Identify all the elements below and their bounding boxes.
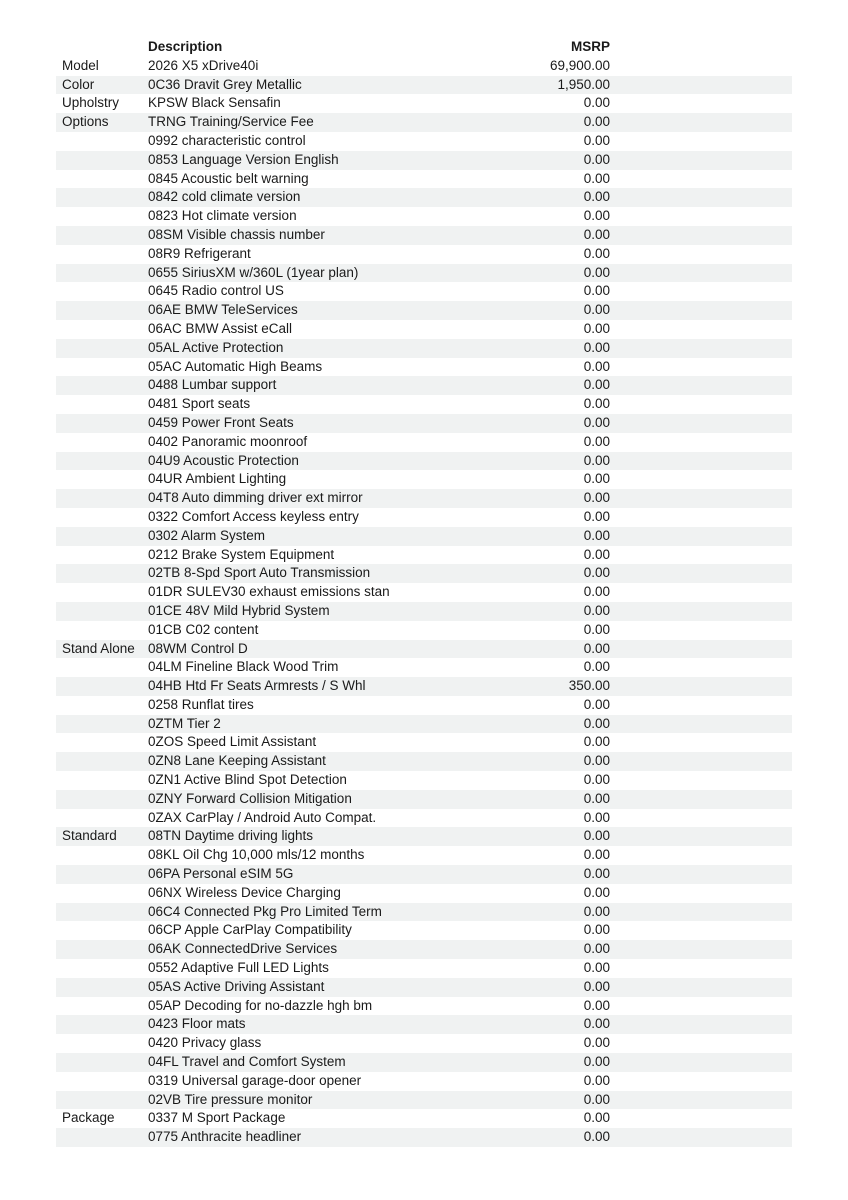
row-msrp: 350.00 <box>568 678 610 694</box>
table-row <box>56 57 792 76</box>
table-row <box>56 978 792 997</box>
row-description: 0ZTM Tier 2 <box>148 715 221 731</box>
row-description: 06CP Apple CarPlay Compatibility <box>148 922 352 938</box>
table-row <box>56 282 792 301</box>
row-category: Options <box>62 114 109 130</box>
row-category: Model <box>62 57 99 73</box>
row-msrp: 0.00 <box>583 320 610 336</box>
row-description: 0488 Lumbar support <box>148 377 277 393</box>
msrp-column-header: MSRP <box>570 39 610 54</box>
row-msrp: 0.00 <box>583 114 610 130</box>
row-description: KPSW Black Sensafin <box>148 95 281 111</box>
table-row <box>56 489 792 508</box>
table-row <box>56 470 792 489</box>
table-row <box>56 621 792 640</box>
row-description: 0481 Sport seats <box>148 396 251 412</box>
row-msrp: 0.00 <box>583 828 610 844</box>
table-row <box>56 76 792 95</box>
table-row <box>56 358 792 377</box>
table-row <box>56 846 792 865</box>
row-description: 04T8 Auto dimming driver ext mirror <box>148 490 363 506</box>
row-description: 0655 SiriusXM w/360L (1year plan) <box>148 264 359 280</box>
row-description: 0992 characteristic control <box>148 132 306 148</box>
row-description: 06C4 Connected Pkg Pro Limited Term <box>148 903 382 919</box>
table-row <box>56 245 792 264</box>
table-row <box>56 884 792 903</box>
row-description: 0ZN8 Lane Keeping Assistant <box>148 753 326 769</box>
row-msrp: 0.00 <box>583 546 610 562</box>
table-row <box>56 940 792 959</box>
row-msrp: 0.00 <box>583 471 610 487</box>
table-row <box>56 1091 792 1110</box>
table-header-row <box>56 38 792 57</box>
row-description: 08KL Oil Chg 10,000 mls/12 months <box>148 847 365 863</box>
row-msrp: 0.00 <box>583 414 610 430</box>
row-description: 04UR Ambient Lighting <box>148 471 287 487</box>
row-description: 04U9 Acoustic Protection <box>148 452 299 468</box>
row-description: 0ZN1 Active Blind Spot Detection <box>148 772 347 788</box>
row-msrp: 0.00 <box>583 377 610 393</box>
row-description: 0420 Privacy glass <box>148 1035 262 1051</box>
row-description: 0212 Brake System Equipment <box>148 546 335 562</box>
row-msrp: 0.00 <box>583 922 610 938</box>
row-description: 0302 Alarm System <box>148 527 266 543</box>
row-msrp: 0.00 <box>583 584 610 600</box>
row-msrp: 0.00 <box>583 1054 610 1070</box>
row-msrp: 0.00 <box>583 997 610 1013</box>
row-msrp: 0.00 <box>583 132 610 148</box>
row-msrp: 0.00 <box>583 659 610 675</box>
table-row <box>56 376 792 395</box>
row-msrp: 0.00 <box>583 1016 610 1032</box>
table-row <box>56 959 792 978</box>
table-row <box>56 771 792 790</box>
row-msrp: 0.00 <box>583 490 610 506</box>
row-msrp: 0.00 <box>583 621 610 637</box>
row-msrp: 0.00 <box>583 1129 610 1145</box>
row-msrp: 0.00 <box>583 1072 610 1088</box>
row-msrp: 0.00 <box>583 189 610 205</box>
row-description: 0319 Universal garage-door opener <box>148 1072 362 1088</box>
table-row <box>56 715 792 734</box>
table-row <box>56 1034 792 1053</box>
row-description: 0645 Radio control US <box>148 283 284 299</box>
table-row <box>56 414 792 433</box>
table-row <box>56 1015 792 1034</box>
row-category: Package <box>62 1110 115 1126</box>
row-description: 06PA Personal eSIM 5G <box>148 866 294 882</box>
row-msrp: 0.00 <box>583 264 610 280</box>
row-msrp: 69,900.00 <box>549 57 610 73</box>
row-msrp: 0.00 <box>583 339 610 355</box>
row-msrp: 0.00 <box>583 847 610 863</box>
row-msrp: 0.00 <box>583 396 610 412</box>
table-row <box>56 546 792 565</box>
row-description: 06NX Wireless Device Charging <box>148 884 341 900</box>
table-row <box>56 170 792 189</box>
row-msrp: 0.00 <box>583 358 610 374</box>
table-row <box>56 1053 792 1072</box>
table-row <box>56 903 792 922</box>
row-msrp: 0.00 <box>583 433 610 449</box>
row-description: 05AC Automatic High Beams <box>148 358 323 374</box>
row-msrp: 0.00 <box>583 809 610 825</box>
row-description: 01CE 48V Mild Hybrid System <box>148 602 330 618</box>
row-description: 0842 cold climate version <box>148 189 301 205</box>
row-msrp: 1,950.00 <box>557 76 610 92</box>
table-row <box>56 320 792 339</box>
row-description: 0823 Hot climate version <box>148 208 297 224</box>
row-description: 0459 Power Front Seats <box>148 414 294 430</box>
row-description: 0ZNY Forward Collision Mitigation <box>148 790 352 806</box>
table-row <box>56 790 792 809</box>
table-row <box>56 1072 792 1091</box>
row-description: 01CB C02 content <box>148 621 259 637</box>
table-row <box>56 1128 792 1147</box>
row-description: 02VB Tire pressure monitor <box>148 1091 313 1107</box>
row-description: 08SM Visible chassis number <box>148 226 325 242</box>
row-msrp: 0.00 <box>583 527 610 543</box>
table-row <box>56 452 792 471</box>
row-msrp: 0.00 <box>583 790 610 806</box>
row-description: 0853 Language Version English <box>148 151 339 167</box>
row-msrp: 0.00 <box>583 226 610 242</box>
row-msrp: 0.00 <box>583 884 610 900</box>
table-row <box>56 1109 792 1128</box>
row-msrp: 0.00 <box>583 283 610 299</box>
row-category: Color <box>62 76 95 92</box>
row-msrp: 0.00 <box>583 903 610 919</box>
table-row <box>56 733 792 752</box>
table-row <box>56 696 792 715</box>
table-row <box>56 921 792 940</box>
row-msrp: 0.00 <box>583 95 610 111</box>
row-msrp: 0.00 <box>583 151 610 167</box>
row-description: 0C36 Dravit Grey Metallic <box>148 76 302 92</box>
row-msrp: 0.00 <box>583 941 610 957</box>
row-description: 04LM Fineline Black Wood Trim <box>148 659 339 675</box>
row-description: 08TN Daytime driving lights <box>148 828 314 844</box>
row-description: 0775 Anthracite headliner <box>148 1129 302 1145</box>
table-row <box>56 207 792 226</box>
row-description: 2026 X5 xDrive40i <box>148 57 259 73</box>
description-column-header: Description <box>148 39 223 54</box>
table-row <box>56 508 792 527</box>
table-row <box>56 226 792 245</box>
row-msrp: 0.00 <box>583 1110 610 1126</box>
row-msrp: 0.00 <box>583 772 610 788</box>
row-msrp: 0.00 <box>583 1035 610 1051</box>
row-description: 0258 Runflat tires <box>148 696 254 712</box>
table-row <box>56 264 792 283</box>
table-row <box>56 602 792 621</box>
table-row <box>56 583 792 602</box>
row-msrp: 0.00 <box>583 508 610 524</box>
row-msrp: 0.00 <box>583 208 610 224</box>
table-row <box>56 677 792 696</box>
row-description: 0322 Comfort Access keyless entry <box>148 508 359 524</box>
row-msrp: 0.00 <box>583 734 610 750</box>
table-row <box>56 827 792 846</box>
row-msrp: 0.00 <box>583 565 610 581</box>
row-msrp: 0.00 <box>583 640 610 656</box>
table-row <box>56 113 792 132</box>
row-description: 0423 Floor mats <box>148 1016 246 1032</box>
row-description: 0402 Panoramic moonroof <box>148 433 308 449</box>
row-description: 06AC BMW Assist eCall <box>148 320 293 336</box>
row-description: 01DR SULEV30 exhaust emissions stan <box>148 584 390 600</box>
row-msrp: 0.00 <box>583 866 610 882</box>
table-row <box>56 132 792 151</box>
row-category: Stand Alone <box>62 640 135 656</box>
table-row <box>56 527 792 546</box>
row-msrp: 0.00 <box>583 696 610 712</box>
row-description: 02TB 8-Spd Sport Auto Transmission <box>148 565 371 581</box>
table-row <box>56 301 792 320</box>
table-body <box>56 57 792 1147</box>
row-msrp: 0.00 <box>583 753 610 769</box>
row-msrp: 0.00 <box>583 170 610 186</box>
table-row <box>56 433 792 452</box>
table-row <box>56 188 792 207</box>
row-msrp: 0.00 <box>583 960 610 976</box>
row-description: 0ZAX CarPlay / Android Auto Compat. <box>148 809 377 825</box>
options-table <box>56 38 792 1147</box>
row-description: 05AS Active Driving Assistant <box>148 978 325 994</box>
row-category: Upholstry <box>62 95 120 111</box>
table-row <box>56 640 792 659</box>
row-msrp: 0.00 <box>583 302 610 318</box>
row-description: 0845 Acoustic belt warning <box>148 170 309 186</box>
table-row <box>56 752 792 771</box>
table-row <box>56 395 792 414</box>
row-description: 06AK ConnectedDrive Services <box>148 941 338 957</box>
row-description: 05AL Active Protection <box>148 339 284 355</box>
row-description: 0552 Adaptive Full LED Lights <box>148 960 329 976</box>
row-msrp: 0.00 <box>583 245 610 261</box>
row-description: 04HB Htd Fr Seats Armrests / S Whl <box>148 678 366 694</box>
row-category: Standard <box>62 828 117 844</box>
table-row <box>56 339 792 358</box>
table-row <box>56 564 792 583</box>
table-row <box>56 865 792 884</box>
row-msrp: 0.00 <box>583 978 610 994</box>
table-row <box>56 809 792 828</box>
table-row <box>56 94 792 113</box>
row-msrp: 0.00 <box>583 715 610 731</box>
row-msrp: 0.00 <box>583 452 610 468</box>
table-row <box>56 997 792 1016</box>
row-description: 04FL Travel and Comfort System <box>148 1054 346 1070</box>
table-row <box>56 151 792 170</box>
row-description: 06AE BMW TeleServices <box>148 302 298 318</box>
row-msrp: 0.00 <box>583 1091 610 1107</box>
row-description: 0337 M Sport Package <box>148 1110 286 1126</box>
row-description: 08WM Control D <box>148 640 248 656</box>
row-description: 0ZOS Speed Limit Assistant <box>148 734 317 750</box>
row-description: 05AP Decoding for no-dazzle hgh bm <box>148 997 373 1013</box>
row-description: 08R9 Refrigerant <box>148 245 251 261</box>
row-msrp: 0.00 <box>583 602 610 618</box>
table-row <box>56 658 792 677</box>
row-description: TRNG Training/Service Fee <box>148 114 314 130</box>
